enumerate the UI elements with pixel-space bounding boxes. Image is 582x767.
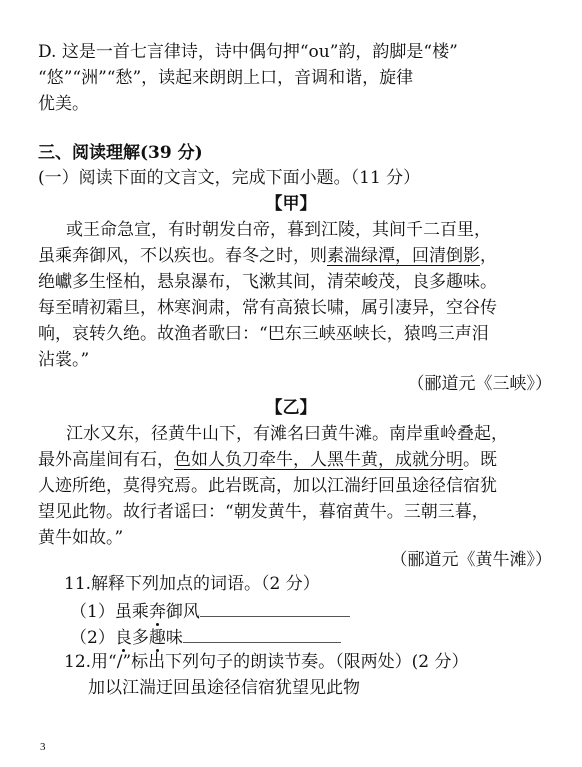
passage-a-source: （郦道元《三峡》） xyxy=(407,374,552,394)
passage-b-line-2-text: 最外高崖间有石， xyxy=(38,450,174,470)
passage-a-line-2 xyxy=(38,244,497,268)
option-d-line-3: 优美。 xyxy=(38,94,89,114)
passage-b-line-2 xyxy=(38,448,497,472)
passage-a-line-4: 每至晴初霜旦，林寒涧肃，常有高猿长啸，属引凄异，空谷传 xyxy=(38,298,497,318)
passage-a-line-3: 绝巘多生怪柏，悬泉瀑布，飞漱其间，清荣峻茂，良多趣味。 xyxy=(38,272,497,292)
option-d-line-1: D. 这是一首七言律诗，诗中偶句押“ou”韵，韵脚是“楼” xyxy=(38,42,458,62)
answer-blank-2[interactable] xyxy=(183,624,341,643)
item-2-text: 多 xyxy=(131,628,149,648)
passage-a-heading: 【甲】 xyxy=(265,194,317,214)
underlined-phrase: 色如人负刀牵牛，人黑牛黄，成就分明 xyxy=(174,450,463,470)
question-12-prompt: 12.用“/”标出下列句子的朗读节奏。（限两处）(2 分） xyxy=(64,652,469,672)
item-2-text-end: 味 xyxy=(165,628,183,648)
item-1-text-end: 御风 xyxy=(165,602,200,622)
dotted-character: 趣 xyxy=(148,628,166,648)
dotted-character: 良 xyxy=(114,628,132,648)
passage-a-line-5: 响，哀转久绝。故渔者歌曰：“巴东三峡巫峡长，猿鸣三声泪 xyxy=(38,324,489,344)
passage-a-line-2-end: ， xyxy=(480,246,497,266)
question-11-item-1 xyxy=(70,598,350,624)
section-title: 三、阅读理解(39 分) xyxy=(38,143,203,163)
passage-b-line-2-end: 。既 xyxy=(463,450,497,470)
answer-blank-1[interactable] xyxy=(200,598,350,617)
passage-b-heading: 【乙】 xyxy=(265,398,317,418)
passage-a-line-6: 沾裳。” xyxy=(38,350,90,370)
passage-b-line-4: 望见此物。故行者谣曰：“朝发黄牛，暮宿黄牛。三朝三暮， xyxy=(38,502,489,522)
dotted-character: 奔 xyxy=(148,602,166,622)
question-11-item-2 xyxy=(70,624,341,650)
passage-b-line-1: 江水又东，径黄牛山下，有滩名曰黄牛滩。南岸重岭叠起， xyxy=(66,424,508,444)
passage-a-line-1: 或王命急宣，有时朝发白帝，暮到江陵，其间千二百里， xyxy=(66,220,491,240)
page-number: 3 xyxy=(40,741,46,753)
question-11-prompt: 11.解释下列加点的词语。（2 分） xyxy=(64,574,320,594)
underlined-phrase: 素湍绿潭，回清倒影 xyxy=(327,246,480,266)
option-d-line-2: “悠”“洲”“愁”，读起来朗朗上口，音调和谐，旋律 xyxy=(38,68,414,88)
part-instruction: (一）阅读下面的文言文，完成下面小题。（11 分） xyxy=(38,168,421,188)
item-1-number: （1） xyxy=(70,602,115,622)
passage-b-line-3: 人迹所绝，莫得究焉。此岩既高，加以江湍纡回虽途径信宿犹 xyxy=(38,476,497,496)
item-2-number: （2） xyxy=(70,628,115,648)
passage-a-line-2-text: 虽乘奔御风，不以疾也。春冬之时，则 xyxy=(38,246,327,266)
passage-b-source: （郦道元《黄牛滩》） xyxy=(390,550,552,570)
item-1-text: 虽乘 xyxy=(114,602,149,622)
question-12-sentence[interactable]: 加以江湍迂回虽途径信宿犹望见此物 xyxy=(88,678,360,698)
passage-b-line-5: 黄牛如故。” xyxy=(38,528,124,548)
